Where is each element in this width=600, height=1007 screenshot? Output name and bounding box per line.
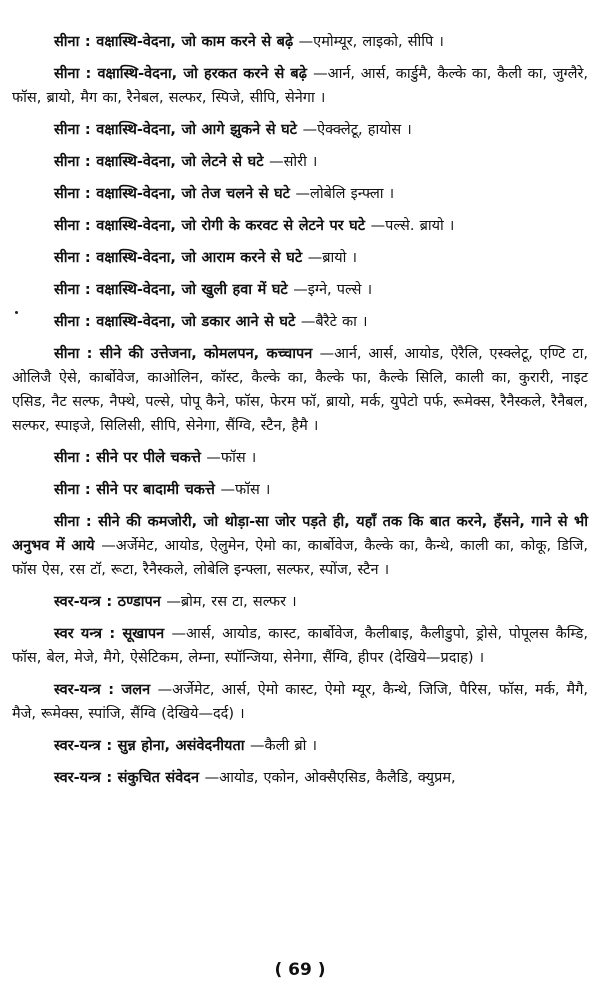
- entry-remedies: —कैली ब्रो ।: [250, 738, 318, 754]
- entry-list: [12, 30, 588, 790]
- entry-paragraph: [12, 62, 588, 110]
- entry-remedies: —लोबेलि इन्फ्ला ।: [295, 186, 395, 202]
- page-number: ( 69 ): [274, 960, 326, 980]
- entry-heading: सीना : सीने की कमजोरी, जो थोड़ा-सा जोर पड़ते ही, यहाँ तक कि बात करने, हँसने, गाने से भी अनुभव में आये: [12, 514, 588, 554]
- entry-heading: सीना : वक्षास्थि-वेदना, जो काम करने से बढ़े: [54, 34, 294, 50]
- entry-paragraph: [12, 246, 588, 270]
- entry-paragraph: [12, 182, 588, 206]
- entry-remedies: —इग्ने, पल्से ।: [293, 282, 373, 298]
- entry-paragraph: [12, 342, 588, 438]
- entry-heading: सीना : वक्षास्थि-वेदना, जो आराम करने से घटे: [54, 250, 303, 266]
- entry-paragraph: [12, 478, 588, 502]
- entry-remedies: —ब्रोम, रस टा, सल्फर ।: [166, 594, 297, 610]
- entry-remedies: —अर्जेमेट, आयोड, ऐलुमेन, ऐमो का, कार्बोवेज, कैल्के का, कैन्थे, काली का, कोकू, डिजि, फॉस ऐस, रस टॉ, रूटा, रैनैस्कले, लोबेलि इन्फ्ला, सल्फर, स्पोंज, स्टैन ।: [12, 538, 588, 578]
- entry-paragraph: [12, 622, 588, 670]
- entry-heading: सीना : सीने की उत्तेजना, कोमलपन, कच्चापन: [54, 346, 313, 362]
- entry-heading: स्वर-यन्त्र : जलन: [54, 682, 151, 698]
- entry-heading: सीना : वक्षास्थि-वेदना, जो तेज चलने से घटे: [54, 186, 290, 202]
- entry-remedies: —आर्न, आर्स, आयोड, ऐरैलि, एस्क्लेटू, एण्टि टा, ओलिजै ऐसे, कार्बोवेज, काओलिन, कॉस्ट, कैल्के का, कैल्के फा, कैल्के सिलि, काली का, कुरारी, नाइट एसिड, नैट सल्फ, नैफ्थे, पल्से, पोपू कैने, फॉस, फेरम फॉ, ब्रायो, मर्क, युपेटो पर्फ, रूमेक्स, रैनैस्कले, रैनैबल, सल्फर, स्पाइजे, सिलिसी, सीपि, सेनेगा, सैंग्वि, स्टैन, हैमै ।: [12, 346, 588, 434]
- entry-remedies: —एमोम्यूर, लाइको, सीपि ।: [298, 34, 444, 50]
- entry-paragraph: [12, 446, 588, 470]
- entry-paragraph: [12, 150, 588, 174]
- entry-remedies: —आयोड, एकोन, ओक्सैएसिड, कैलैडि, क्युप्रम,: [204, 770, 456, 786]
- entry-paragraph: [12, 590, 588, 614]
- entry-heading: सीना : वक्षास्थि-वेदना, जो डकार आने से घटे: [54, 314, 296, 330]
- entry-paragraph: [12, 678, 588, 726]
- entry-remedies: —पल्से. ब्रायो ।: [370, 218, 455, 234]
- entry-heading: सीना : सीने पर बादामी चकत्ते: [54, 482, 215, 498]
- entry-paragraph: [12, 278, 588, 302]
- entry-paragraph: [12, 766, 588, 790]
- entry-paragraph: [12, 734, 588, 758]
- entry-heading: स्वर-यन्त्र : ठण्डापन: [54, 594, 161, 610]
- entry-heading: सीना : वक्षास्थि-वेदना, जो हरकत करने से बढ़े: [54, 66, 307, 82]
- entry-paragraph: [12, 214, 588, 238]
- entry-heading: सीना : वक्षास्थि-वेदना, जो रोगी के करवट से लेटने पर घटे: [54, 218, 366, 234]
- entry-remedies: —आर्न, आर्स, कार्डुमै, कैल्के का, कैली का, जुग्लैरे, फॉस, ब्रायो, मैग का, रैनेबल, सल्फर, स्पिजे, सीपि, सेनेगा ।: [12, 66, 589, 106]
- entry-heading: स्वर-यन्त्र : संकुचित संवेदन: [54, 770, 199, 786]
- entry-heading: सीना : वक्षास्थि-वेदना, जो खुली हवा में घटे: [54, 282, 288, 298]
- entry-paragraph: [12, 510, 588, 582]
- entry-heading: सीना : वक्षास्थि-वेदना, जो आगे झुकने से घटे: [54, 122, 297, 138]
- ink-speck: [15, 311, 18, 314]
- entry-remedies: —ब्रायो ।: [307, 250, 358, 266]
- entry-remedies: —ऐक्क्लेटू, हायोस ।: [302, 122, 412, 138]
- entry-heading: सीना : वक्षास्थि-वेदना, जो लेटने से घटे: [54, 154, 264, 170]
- entry-remedies: —फॉस ।: [220, 482, 271, 498]
- entry-heading: स्वर-यन्त्र : सुन्न होना, असंवेदनीयता: [54, 738, 245, 754]
- entry-remedies: —सोरी ।: [269, 154, 318, 170]
- entry-heading: स्वर यन्त्र : सूखापन: [54, 626, 165, 642]
- entry-remedies: —अर्जेमेट, आर्स, ऐमो कास्ट, ऐमो म्यूर, कैन्थे, जिजि, पैरिस, फॉस, मर्क, मैगै, मैजे, रूमेक्स, स्पांजि, सैंग्वि (देखिये—दर्द) ।: [12, 682, 588, 722]
- entry-paragraph: [12, 310, 588, 334]
- entry-remedies: —फॉस ।: [206, 450, 257, 466]
- entry-remedies: —बैरैटे का ।: [300, 314, 368, 330]
- entry-heading: सीना : सीने पर पीले चकत्ते: [54, 450, 201, 466]
- entry-paragraph: [12, 30, 588, 54]
- entry-remedies: —आर्स, आयोड, कास्ट, कार्बोवेज, कैलीबाइ, कैलीडुपो, ड्रोसे, पोपूलस कैम्डि, फॉस, बेल, मेजे, मैगे, ऐसेटिकम, लेम्ना, स्पॉन्जिया, सेनेगा, सैंग्वि, हीपर (देखिये—प्रदाह) ।: [12, 626, 588, 666]
- entry-paragraph: [12, 118, 588, 142]
